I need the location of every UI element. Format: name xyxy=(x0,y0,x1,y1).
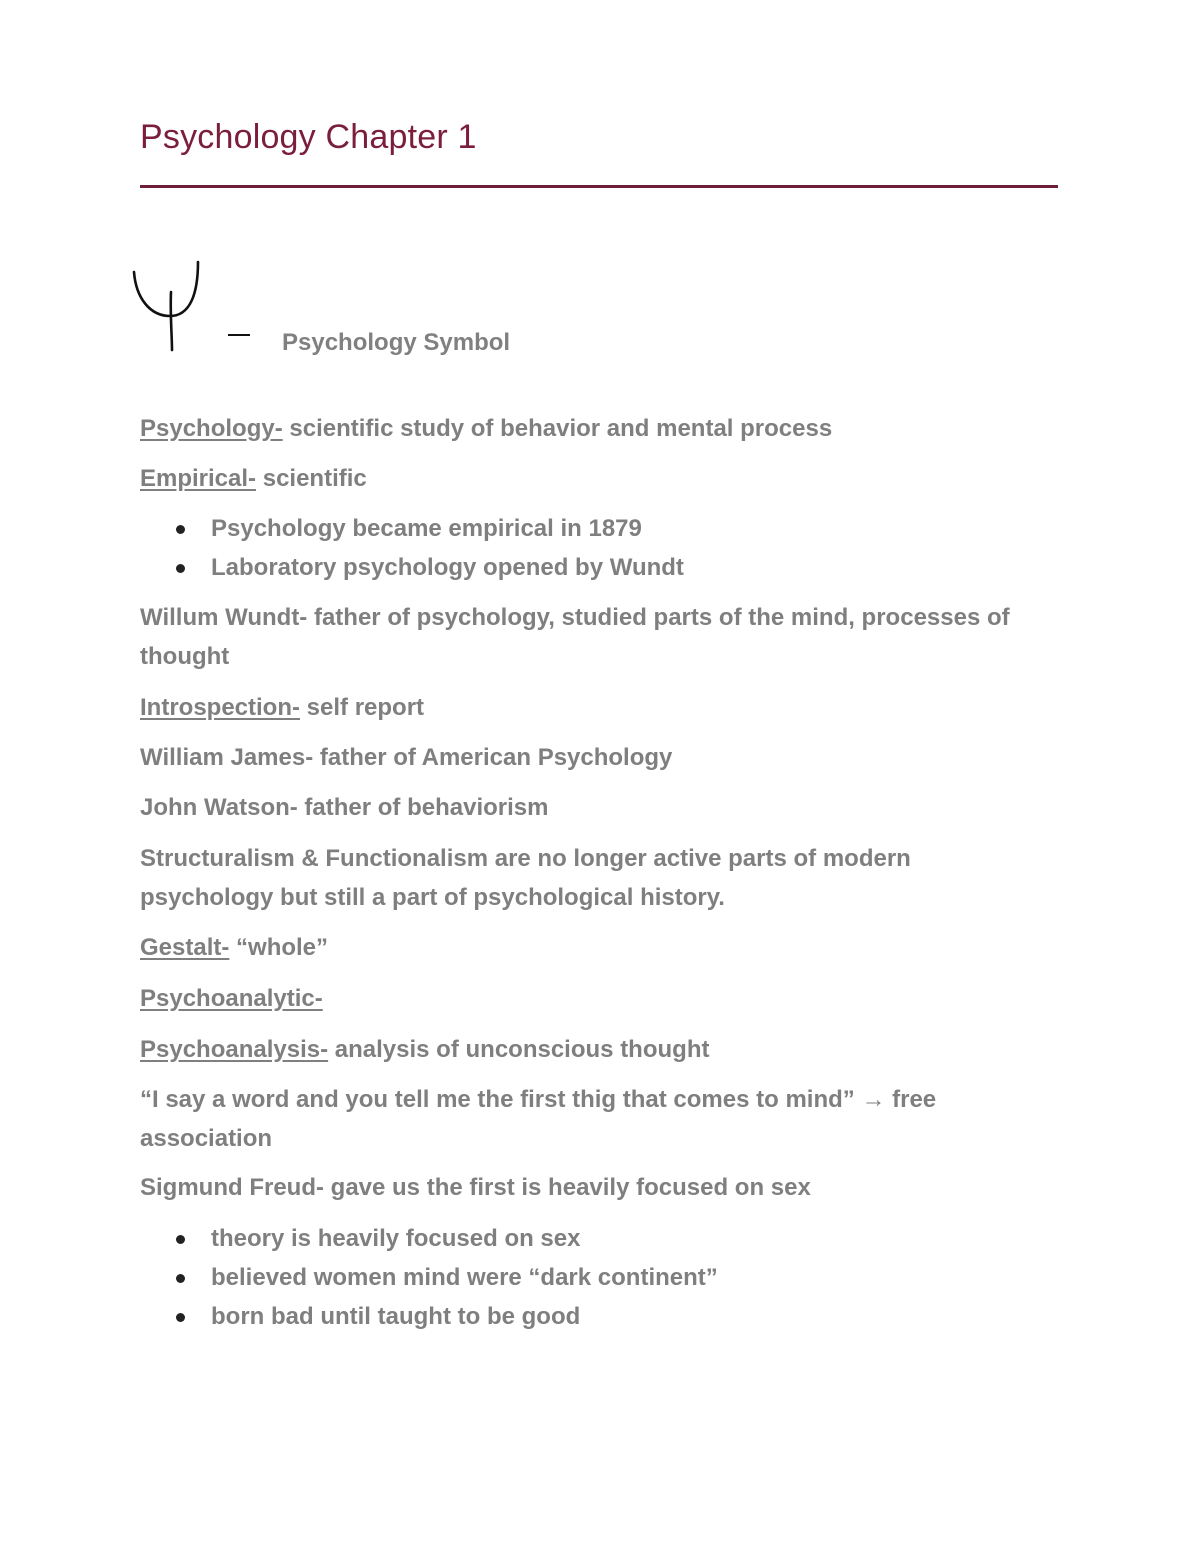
introspection-term: Introspection- xyxy=(140,694,300,721)
empirical-term: Empirical- xyxy=(140,465,257,492)
list-item: Laboratory psychology opened by Wundt xyxy=(211,554,684,581)
free-association-paragraph: “I say a word and you tell me the first thig that comes to mind” → free association xyxy=(140,1086,937,1152)
introspection-definition xyxy=(140,693,424,723)
title-rule xyxy=(140,185,1058,188)
psychology-def: scientific study of behavior and mental process xyxy=(282,415,833,442)
psychoanalytic-definition xyxy=(140,984,323,1014)
psychology-definition xyxy=(140,414,832,444)
page-title: Psychology Chapter 1 xyxy=(140,118,477,156)
list-item: believed women mind were “dark continent” xyxy=(211,1264,718,1291)
bullet-dot xyxy=(176,564,185,573)
bullet-dot xyxy=(176,525,185,534)
gestalt-definition xyxy=(140,933,328,963)
psi-icon xyxy=(128,258,208,358)
introspection-def: self report xyxy=(300,694,425,721)
structuralism-paragraph: Structuralism & Functionalism are no longer active parts of modern psychology but still a part of psychological history. xyxy=(140,845,911,911)
psychology-term: Psychology- xyxy=(140,415,283,442)
psychoanalytic-term: Psychoanalytic- xyxy=(140,985,323,1012)
gestalt-def: “whole” xyxy=(229,934,329,961)
psychoanalysis-definition xyxy=(140,1035,709,1065)
psychoanalysis-def: analysis of unconscious thought xyxy=(328,1036,710,1063)
list-item: Psychology became empirical in 1879 xyxy=(211,515,642,542)
bullet-dot xyxy=(176,1313,185,1322)
bullet-dot xyxy=(176,1274,185,1283)
freud-paragraph: Sigmund Freud- gave us the first is heavily focused on sex xyxy=(140,1174,811,1201)
bullet-dot xyxy=(176,1235,185,1244)
watson-paragraph: John Watson- father of behaviorism xyxy=(140,794,549,821)
symbol-label: Psychology Symbol xyxy=(282,329,511,356)
list-item: born bad until taught to be good xyxy=(211,1303,581,1330)
psychoanalysis-term: Psychoanalysis- xyxy=(140,1036,329,1063)
empirical-definition xyxy=(140,464,367,494)
list-item: theory is heavily focused on sex xyxy=(211,1225,581,1252)
wundt-paragraph: Willum Wundt- father of psychology, studied parts of the mind, processes of thought xyxy=(140,604,1010,670)
james-paragraph: William James- father of American Psychology xyxy=(140,744,673,771)
symbol-dash xyxy=(228,334,250,336)
gestalt-term: Gestalt- xyxy=(140,934,230,961)
empirical-def: scientific xyxy=(256,465,367,492)
